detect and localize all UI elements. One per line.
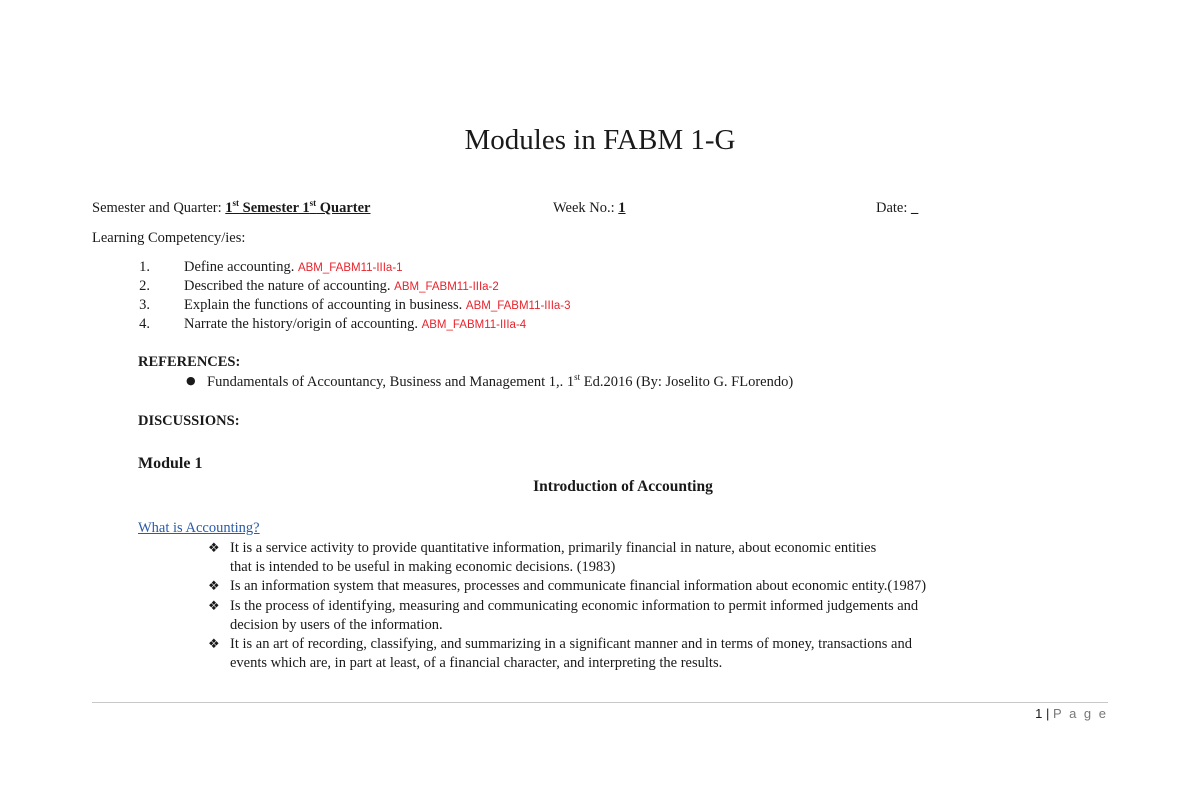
competency-code: ABM_FABM11-IIIa-1 bbox=[297, 262, 403, 274]
competency-text: Narrate the history/origin of accounting. bbox=[184, 316, 422, 332]
week-label: Week No.: bbox=[553, 200, 615, 216]
competency-text: Explain the functions of accounting in business. bbox=[184, 297, 466, 313]
semester-label: Semester and Quarter: bbox=[92, 200, 222, 216]
competency-item bbox=[128, 278, 499, 295]
week-line bbox=[553, 200, 626, 217]
reference-item: ● Fundamentals of Accountancy, Business and Management 1,. 1st Ed.2016 (By: Joselito G. FLorendo) bbox=[186, 372, 794, 390]
week-value: 1 bbox=[618, 200, 626, 216]
semester-quarter-line bbox=[92, 200, 371, 217]
date-line bbox=[876, 200, 918, 217]
definition-line: Is the process of identifying, measuring and communicating economic information to permit informed judgements and bbox=[230, 597, 919, 614]
competency-number: 3. bbox=[139, 297, 150, 313]
competency-label: Learning Competency/ies: bbox=[92, 230, 246, 246]
semester-value: 1st Semester 1st Quarter bbox=[225, 198, 371, 216]
page-footer bbox=[1035, 706, 1108, 721]
date-value: _ bbox=[911, 200, 919, 216]
competency-code: ABM_FABM11-IIIa-4 bbox=[421, 319, 527, 331]
definition-line: It is a service activity to provide quantitative information, primarily financial in nature, about economic entities bbox=[230, 540, 877, 556]
definition-line: events which are, in part at least, of a financial character, and interpreting the results. bbox=[230, 655, 723, 672]
competency-number: 2. bbox=[139, 278, 150, 294]
definition-line: Is an information system that measures, processes and communicate financial information about economic entity.(1987) bbox=[230, 578, 927, 595]
module-heading: Module 1 bbox=[138, 455, 203, 472]
document-title: Modules in FABM 1-G bbox=[464, 124, 736, 156]
definition-line: decision by users of the information. bbox=[230, 616, 443, 633]
competency-text: Define accounting. bbox=[184, 259, 298, 275]
bullet-icon: ● bbox=[186, 374, 196, 387]
date-label: Date: bbox=[876, 200, 908, 216]
competency-code: ABM_FABM11-IIIa-3 bbox=[465, 300, 571, 312]
definition-line: that is intended to be useful in making economic decisions. (1983) bbox=[230, 559, 616, 576]
competency-number: 4. bbox=[139, 316, 150, 332]
page-label: P a g e bbox=[1053, 706, 1108, 721]
competency-item bbox=[128, 297, 571, 314]
competency-text: Described the nature of accounting. bbox=[184, 278, 395, 294]
what-is-accounting-link[interactable]: What is Accounting? bbox=[138, 520, 260, 536]
diamond-bullet-icon: ❖ bbox=[208, 637, 220, 652]
discussions-heading: DISCUSSIONS: bbox=[138, 413, 240, 429]
diamond-bullet-icon: ❖ bbox=[208, 579, 220, 595]
diamond-bullet-icon: ❖ bbox=[208, 541, 220, 556]
diamond-bullet-icon: ❖ bbox=[208, 598, 220, 614]
competency-item bbox=[128, 259, 403, 276]
competency-item bbox=[128, 316, 526, 333]
section-title: Introduction of Accounting bbox=[533, 478, 713, 495]
footer-divider bbox=[92, 702, 1108, 703]
page-separator: | bbox=[1046, 706, 1050, 721]
references-heading: REFERENCES: bbox=[138, 354, 241, 370]
competency-code: ABM_FABM11-IIIa-2 bbox=[394, 281, 499, 293]
definition-line: It is an art of recording, classifying, and summarizing in a significant manner and in terms of money, transactions and bbox=[230, 636, 912, 652]
page-number: 1 bbox=[1035, 706, 1043, 721]
competency-number: 1. bbox=[139, 259, 150, 275]
